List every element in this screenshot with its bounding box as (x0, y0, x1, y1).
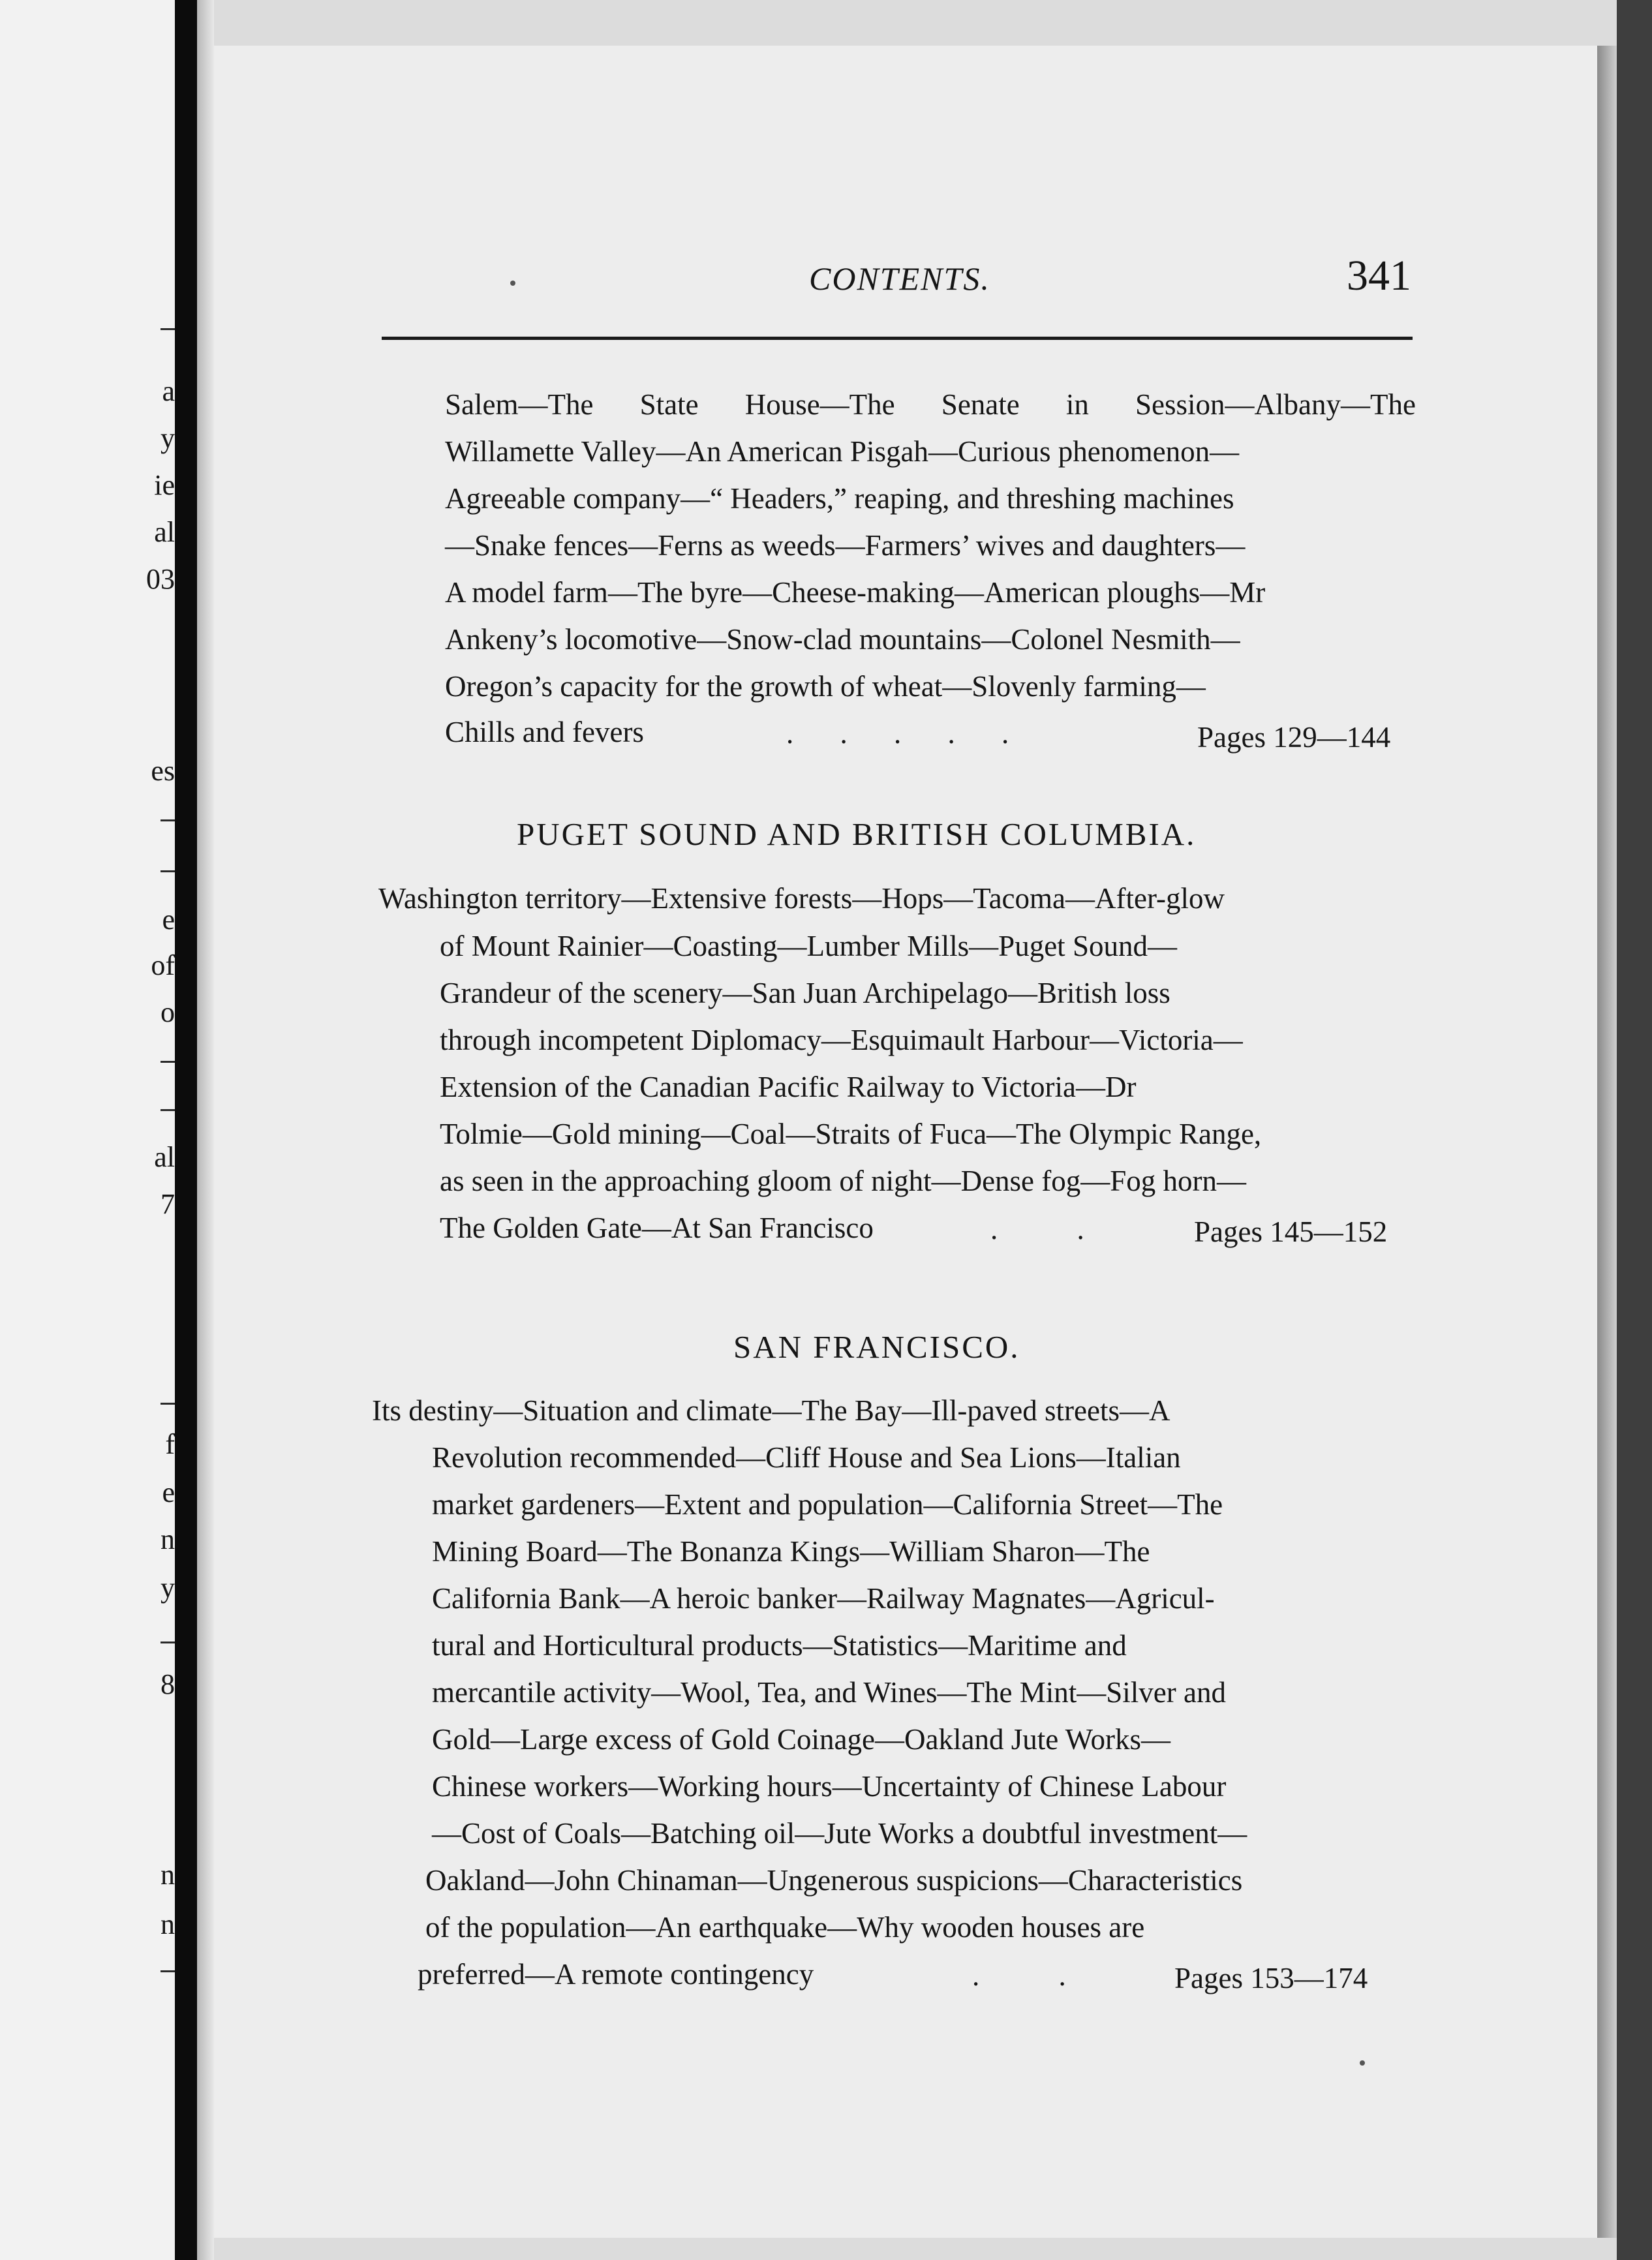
entry-line: Washington territory—Extensive forests—Hops—Tacoma—After-glow (378, 882, 1225, 915)
entry-line: Chills and fevers (445, 716, 644, 748)
entry-line: A model farm—The byre—Cheese-making—American ploughs—Mr (445, 576, 1266, 609)
page-gutter (197, 0, 214, 2260)
entry-line: Revolution recommended—Cliff House and Sea Lions—Italian (432, 1441, 1181, 1474)
entry-line: The Golden Gate—At San Francisco (440, 1212, 874, 1244)
entry-line: —Cost of Coals—Batching oil—Jute Works a doubtful investment— (432, 1817, 1247, 1850)
left-page-dash (161, 1109, 175, 1111)
entry-line: preferred—A remote contingency (418, 1958, 814, 1991)
dot-leader: . . . . . (786, 717, 1009, 750)
entry-line: through incompetent Diplomacy—Esquimault Harbour—Victoria— (440, 1024, 1243, 1056)
left-page-dash (161, 328, 175, 330)
entry-line: Its destiny—Situation and climate—The Bay—Ill-paved streets—A (372, 1394, 1170, 1427)
entry-line: of Mount Rainier—Coasting—Lumber Mills—Puget Sound— (440, 930, 1177, 962)
entry-line: Salem—The State House—The Senate in Session—Albany—The (445, 388, 1416, 421)
left-page-fragment: y (161, 1572, 175, 1604)
left-page-dash (161, 1970, 175, 1972)
header-rule (382, 337, 1413, 340)
left-page-fragment: e (162, 1476, 175, 1508)
page-number: 341 (1347, 252, 1411, 299)
entry-line: Oakland—John Chinaman—Ungenerous suspicions—Characteristics (425, 1864, 1243, 1897)
running-title: CONTENTS. (809, 260, 990, 297)
entry-line: mercantile activity—Wool, Tea, and Wines—The Mint—Silver and (432, 1676, 1226, 1709)
entry-line: Mining Board—The Bonanza Kings—William Sharon—The (432, 1535, 1150, 1568)
left-page-fragment: 7 (161, 1188, 175, 1220)
left-page-dash (161, 819, 175, 821)
ink-speck (510, 281, 515, 286)
left-page-fragment: n (161, 1523, 175, 1555)
left-page-fragment: n (161, 1859, 175, 1891)
left-page-fragment: es (151, 755, 175, 787)
left-page-dash (161, 1061, 175, 1063)
left-page-dash (161, 1642, 175, 1643)
entry-line: Agreeable company—“ Headers,” reaping, and threshing machines (445, 482, 1234, 515)
left-page-fragment: al (154, 1141, 175, 1173)
ink-speck (1360, 2060, 1365, 2066)
left-page-fragment: e (162, 904, 175, 936)
left-page-fragment: of (151, 949, 175, 981)
left-page-fragment: n (161, 1908, 175, 1940)
left-page-fragment: ie (154, 469, 175, 501)
page-range: Pages 145—152 (1194, 1215, 1388, 1248)
left-page-edge (0, 0, 175, 2260)
entry-line: Willamette Valley—An American Pisgah—Curious phenomenon— (445, 435, 1240, 468)
entry-line: market gardeners—Extent and population—California Street—The (432, 1488, 1223, 1521)
entry-line: as seen in the approaching gloom of night—Dense fog—Fog horn— (440, 1165, 1247, 1197)
entry-line: Tolmie—Gold mining—Coal—Straits of Fuca—The Olympic Range, (440, 1118, 1262, 1150)
entry-line: Oregon’s capacity for the growth of wheat—Slovenly farming— (445, 670, 1206, 703)
left-page-fragment: y (161, 422, 175, 454)
left-page-fragment: o (161, 996, 175, 1028)
left-page-dash (161, 870, 175, 872)
left-page-dash (161, 1403, 175, 1405)
book-spine (175, 0, 197, 2260)
scanner-edge (1617, 0, 1652, 2260)
entry-line: tural and Horticultural products—Statistics—Maritime and (432, 1629, 1127, 1662)
left-page-fragment: al (154, 516, 175, 548)
dot-leader: . . (990, 1213, 1084, 1245)
page-range: Pages 129—144 (1197, 721, 1391, 754)
entry-line: California Bank—A heroic banker—Railway Magnates—Agricul- (432, 1582, 1215, 1615)
page-range: Pages 153—174 (1174, 1962, 1368, 1994)
left-page-fragment: 8 (161, 1668, 175, 1700)
entry-line: of the population—An earthquake—Why wooden houses are (425, 1911, 1145, 1944)
dot-leader: . . (972, 1959, 1066, 1992)
section-heading: SAN FRANCISCO. (733, 1329, 1020, 1365)
entry-line: Gold—Large excess of Gold Coinage—Oakland Jute Works— (432, 1723, 1170, 1756)
entry-line: —Snake fences—Ferns as weeds—Farmers’ wives and daughters— (445, 529, 1246, 562)
page-edge-shadow (1597, 46, 1617, 2238)
section-heading: PUGET SOUND AND BRITISH COLUMBIA. (517, 816, 1197, 852)
left-page-fragment: f (165, 1428, 175, 1460)
entry-line: Grandeur of the scenery—San Juan Archipelago—British loss (440, 977, 1170, 1009)
left-page-fragment: a (162, 375, 175, 407)
entry-line: Chinese workers—Working hours—Uncertainty of Chinese Labour (432, 1770, 1227, 1803)
entry-line: Extension of the Canadian Pacific Railway to Victoria—Dr (440, 1071, 1137, 1103)
entry-line: Ankeny’s locomotive—Snow-clad mountains—Colonel Nesmith— (445, 623, 1240, 656)
left-page-fragment: 03 (146, 563, 175, 595)
